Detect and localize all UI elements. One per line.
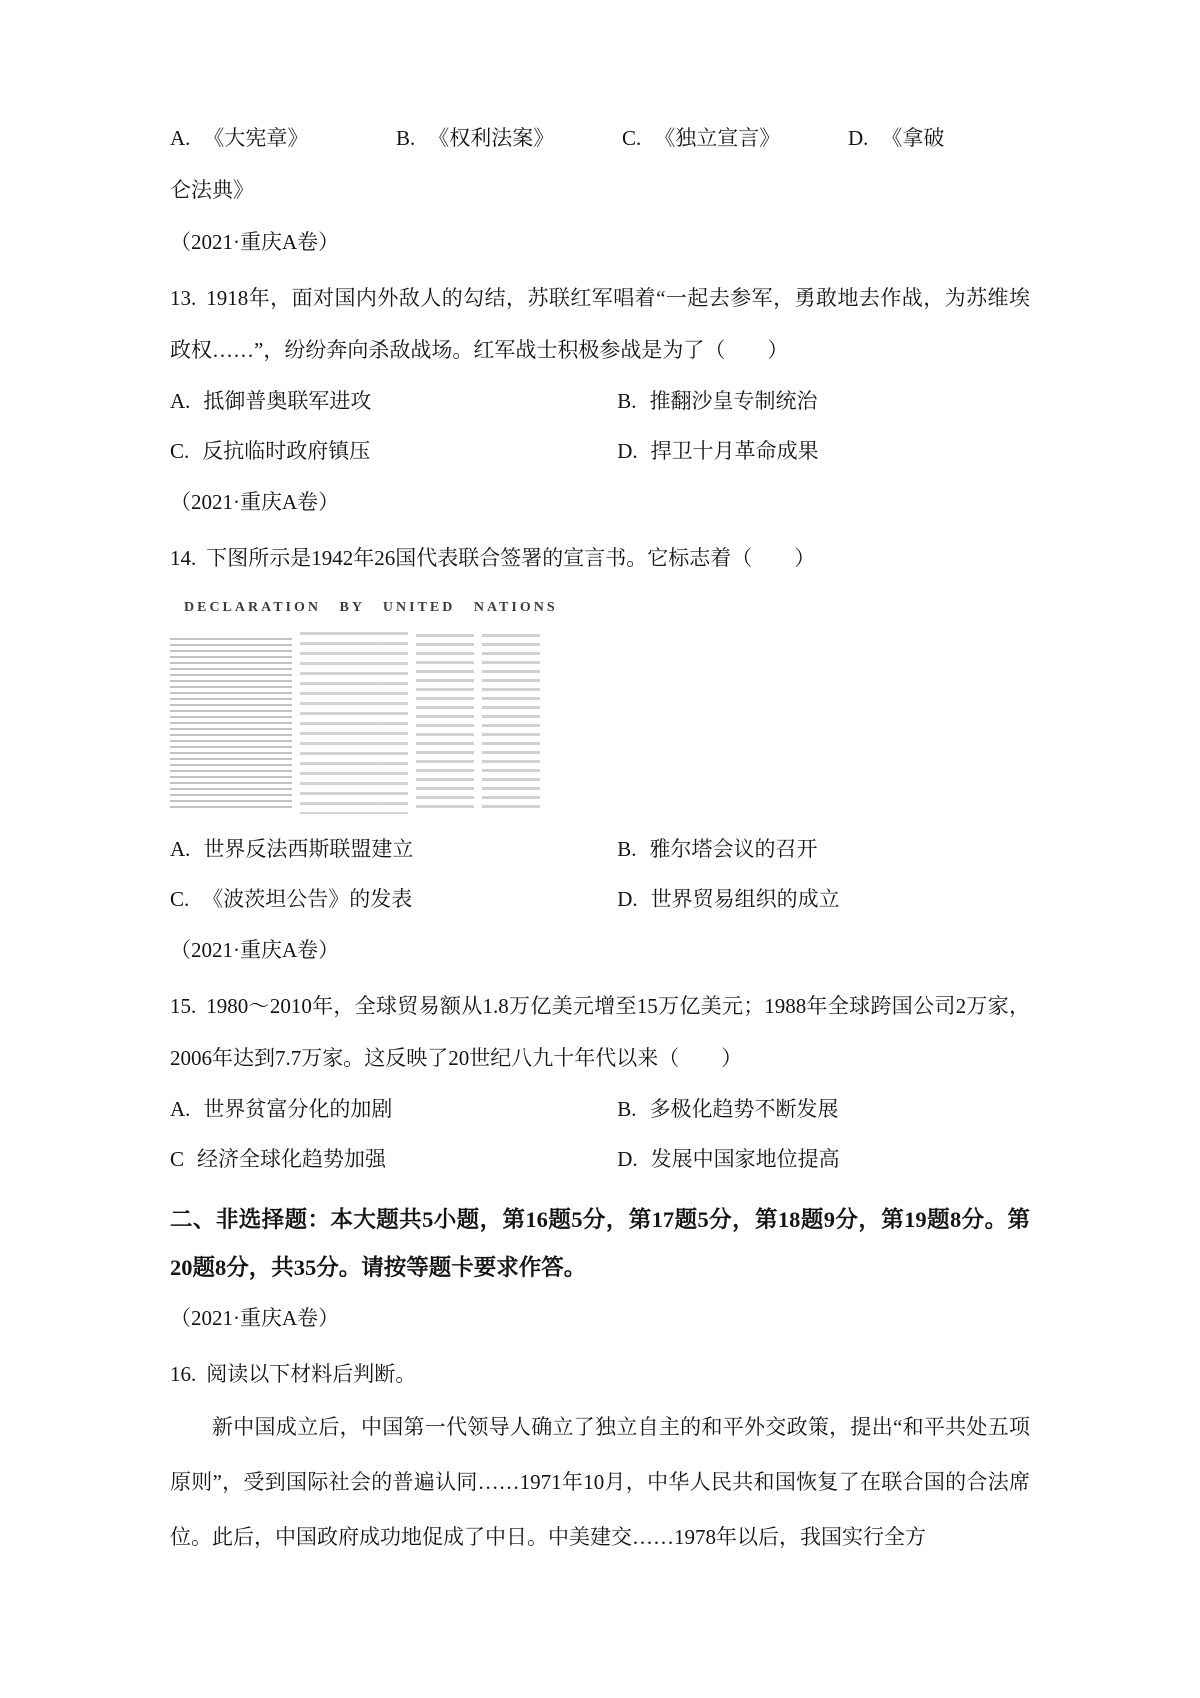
option-text: 推翻沙皇专制统治 bbox=[649, 389, 818, 413]
question-text: 阅读以下材料后判断。 bbox=[206, 1362, 417, 1386]
question-number: 16. bbox=[170, 1362, 197, 1386]
source-label: （2021·重庆A卷） bbox=[170, 230, 340, 254]
option-text: 《拿破 bbox=[881, 126, 945, 150]
option-d bbox=[848, 112, 1030, 164]
option-c bbox=[622, 112, 848, 164]
option-letter: A. bbox=[170, 837, 191, 861]
source-label: （2021·重庆A卷） bbox=[170, 938, 340, 962]
option-letter: C. bbox=[170, 887, 190, 911]
option-text: 世界贫富分化的加剧 bbox=[203, 1097, 393, 1121]
q15-stem bbox=[170, 980, 1030, 1084]
figure-scan-body bbox=[170, 632, 542, 818]
option-text: 雅尔塔会议的召开 bbox=[649, 837, 818, 861]
q14-figure-declaration-document bbox=[170, 600, 558, 818]
option-letter: B. bbox=[396, 126, 416, 150]
option-b bbox=[396, 112, 622, 164]
option-a bbox=[170, 1084, 617, 1134]
option-a bbox=[170, 376, 617, 426]
option-letter: B. bbox=[617, 1097, 637, 1121]
question-number: 13. bbox=[170, 286, 197, 310]
q14-stem bbox=[170, 532, 1030, 584]
option-letter: C. bbox=[622, 126, 642, 150]
signature-column-2 bbox=[416, 634, 474, 812]
option-text: 发展中国家地位提高 bbox=[650, 1147, 840, 1171]
q14-options bbox=[170, 824, 1030, 924]
option-letter: A. bbox=[170, 126, 191, 150]
option-text: 《波茨坦公告》的发表 bbox=[202, 887, 413, 911]
q13-options bbox=[170, 376, 1030, 476]
option-d bbox=[617, 1134, 1030, 1184]
option-b bbox=[617, 824, 1030, 874]
option-text: 《权利法案》 bbox=[428, 126, 555, 150]
question-text: 下图所示是1942年26国代表联合签署的宣言书。它标志着（ ） bbox=[206, 546, 816, 570]
q12-options-row bbox=[170, 112, 1030, 164]
q12-option-d-overflow: 仑法典》 bbox=[170, 178, 254, 202]
option-b bbox=[617, 376, 1030, 426]
question-number: 15. bbox=[170, 994, 197, 1018]
question-number: 14. bbox=[170, 546, 197, 570]
option-letter: D. bbox=[617, 887, 638, 911]
option-text: 反抗临时政府镇压 bbox=[202, 439, 371, 463]
signature-column-3 bbox=[482, 634, 540, 812]
option-text: 世界反法西斯联盟建立 bbox=[203, 837, 414, 861]
option-c bbox=[170, 1134, 617, 1184]
option-letter: D. bbox=[848, 126, 869, 150]
question-text: 1980～2010年，全球贸易额从1.8万亿美元增至15万亿美元；1988年全球跨国公司2万家，2006年达到7.7万家。这反映了20世纪八九十年代以来（ ） bbox=[170, 994, 1030, 1070]
option-text: 抵御普奥联军进攻 bbox=[203, 389, 372, 413]
source-label: （2021·重庆A卷） bbox=[170, 490, 340, 514]
option-text: 多极化趋势不断发展 bbox=[649, 1097, 839, 1121]
signature-column-1 bbox=[300, 632, 408, 814]
question-text: 1918年，面对国内外敌人的勾结，苏联红军唱着“一起去参军，勇敢地去作战，为苏维埃政权……”，纷纷奔向杀敌战场。红军战士积极参战是为了（ ） bbox=[170, 286, 1030, 362]
option-text: 《独立宣言》 bbox=[654, 126, 781, 150]
option-text: 《大宪章》 bbox=[203, 126, 309, 150]
q16-stem bbox=[170, 1348, 1030, 1400]
option-c bbox=[170, 874, 617, 924]
option-letter: A. bbox=[170, 389, 191, 413]
option-text: 经济全球化趋势加强 bbox=[197, 1147, 387, 1171]
option-a bbox=[170, 112, 396, 164]
option-letter: A. bbox=[170, 1097, 191, 1121]
declaration-text-column bbox=[170, 638, 292, 810]
source-label: （2021·重庆A卷） bbox=[170, 1306, 340, 1330]
option-c bbox=[170, 426, 617, 476]
option-d bbox=[617, 426, 1030, 476]
option-letter: C bbox=[170, 1147, 185, 1171]
option-b bbox=[617, 1084, 1030, 1134]
q15-options bbox=[170, 1084, 1030, 1184]
option-letter: C. bbox=[170, 439, 190, 463]
section-2-heading: 二、非选择题：本大题共5小题，第16题5分，第17题5分，第18题9分，第19题8分。第20题8分，共35分。请按等题卡要求作答。 bbox=[170, 1207, 1030, 1280]
option-d bbox=[617, 874, 1030, 924]
q16-material-paragraph: 新中国成立后，中国第一代领导人确立了独立自主的和平外交政策，提出“和平共处五项原则”，受到国际社会的普遍认同……1971年10月，中华人民共和国恢复了在联合国的合法席位。此后，中国政府成功地促成了中日。中美建交……1978年以后，我国实行全方 bbox=[170, 1415, 1030, 1549]
option-a bbox=[170, 824, 617, 874]
option-letter: D. bbox=[617, 1147, 638, 1171]
q13-stem bbox=[170, 272, 1030, 376]
figure-title: DECLARATION BY UNITED NATIONS bbox=[184, 600, 558, 615]
option-text: 世界贸易组织的成立 bbox=[650, 887, 840, 911]
option-letter: B. bbox=[617, 837, 637, 861]
option-letter: D. bbox=[617, 439, 638, 463]
option-text: 捍卫十月革命成果 bbox=[650, 439, 819, 463]
option-letter: B. bbox=[617, 389, 637, 413]
